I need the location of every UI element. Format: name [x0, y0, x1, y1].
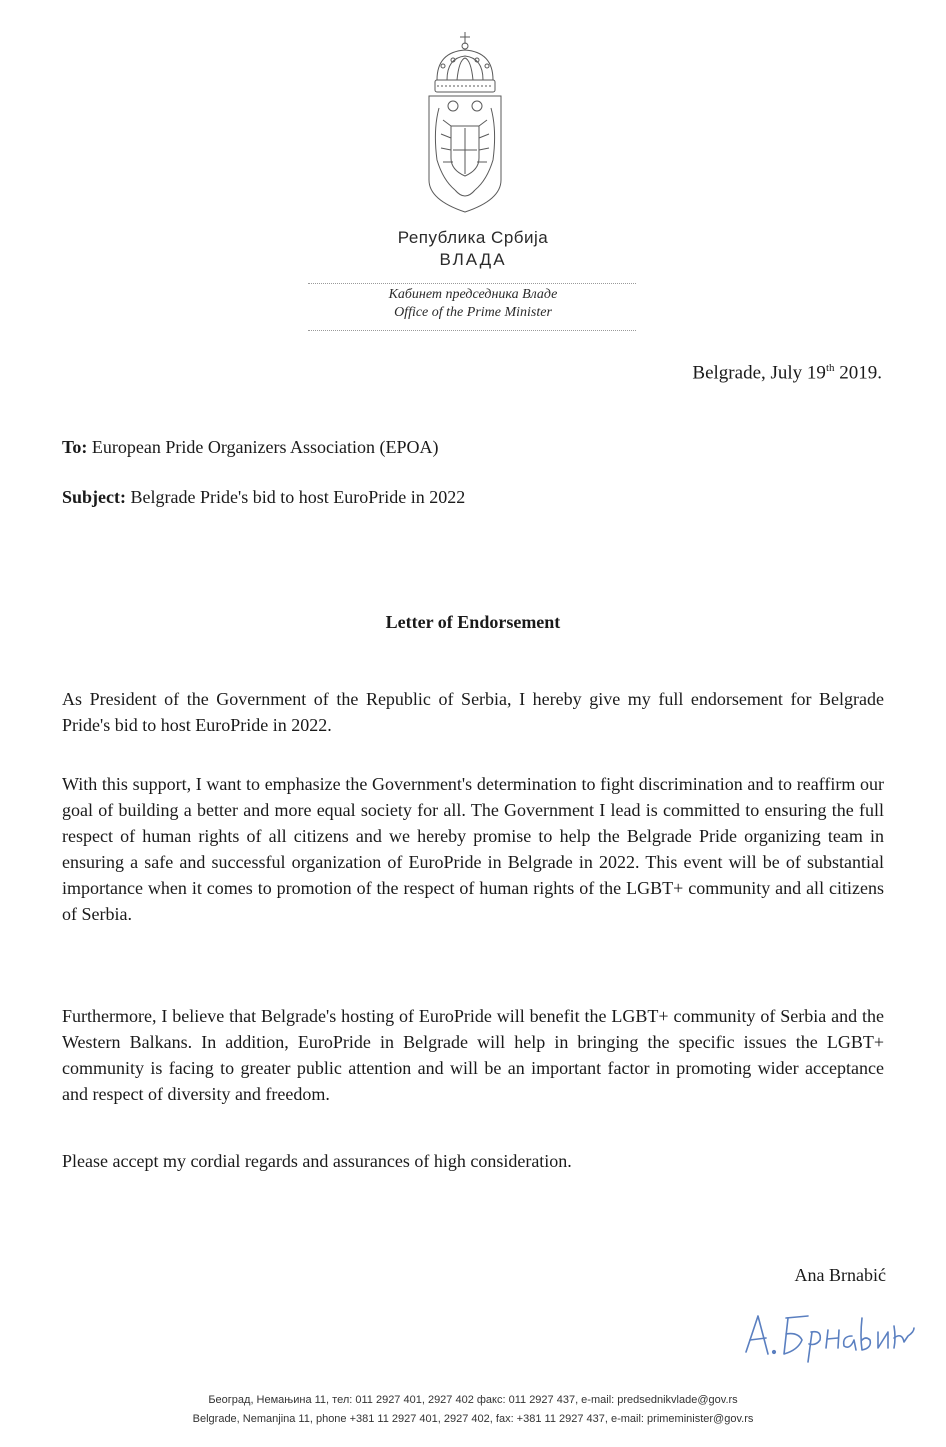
footer-address-latin: Belgrade, Nemanjina 11, phone +381 11 2927 401, 2927 402, fax: +381 11 2927 437, e-mail: primeminister@gov.rs: [192, 1413, 754, 1425]
date-prefix: Belgrade, July 19: [692, 362, 826, 384]
body-paragraph: Furthermore, I believe that Belgrade's hosting of EuroPride will benefit the LGBT+ community of Serbia and the Western Balkans. In addition, EuroPride in Belgrade will help in bringing the specific issues the LGBT+ community is facing to greater public attention and will be an important factor in promoting wider acceptance and respect of diversity and freedom.: [62, 1006, 884, 1104]
office-name-cyrillic: Кабинет председника Владе: [388, 287, 558, 302]
footer-address-cyrillic: Београд, Немањина 11, тел: 011 2927 401, 2927 402 факс: 011 2927 437, e-mail: predsednikvlade@gov.rs: [208, 1394, 738, 1406]
letter-title: Letter of Endorsement: [385, 612, 561, 632]
subject-value: Belgrade Pride's bid to host EuroPride in 2022: [126, 487, 466, 507]
header-divider: [308, 330, 636, 331]
subject-label: Subject:: [62, 487, 126, 507]
closing-paragraph: Please accept my cordial regards and assurances of high consideration.: [62, 1151, 572, 1171]
subject-line: [62, 487, 465, 508]
office-name-english: Office of the Prime Minister: [394, 305, 552, 320]
recipient-line: [62, 437, 438, 458]
body-paragraph: As President of the Government of the Republic of Serbia, I hereby give my full endorsement for Belgrade Pride's bid to host EuroPride in 2022.: [62, 689, 884, 735]
letter-date: [692, 362, 882, 384]
government-name: ВЛАДА: [439, 250, 507, 269]
header-divider: [308, 283, 636, 284]
recipient-value: European Pride Organizers Association (EPOA): [87, 437, 439, 457]
body-paragraph: With this support, I want to emphasize the Government's determination to fight discrimination and to reaffirm our goal of building a better and more equal society for all. The Government I lead is committed to ensuring the full respect of human rights of all citizens and we hereby promise to help the Belgrade Pride organizing team in ensuring a safe and successful organization of EuroPride in Belgrade in 2022. This event will be of substantial importance when it comes to promotion of the respect of human rights of the LGBT+ community and all citizens of Serbia.: [62, 774, 884, 924]
handwritten-signature: [738, 1296, 918, 1366]
date-ordinal-suffix: th: [825, 362, 835, 374]
recipient-label: To:: [62, 437, 88, 457]
country-name: Република Србија: [397, 228, 549, 247]
date-year: 2019.: [834, 362, 882, 384]
coat-of-arms-icon: [415, 30, 515, 220]
signer-name: Ana Brnabić: [794, 1265, 886, 1285]
